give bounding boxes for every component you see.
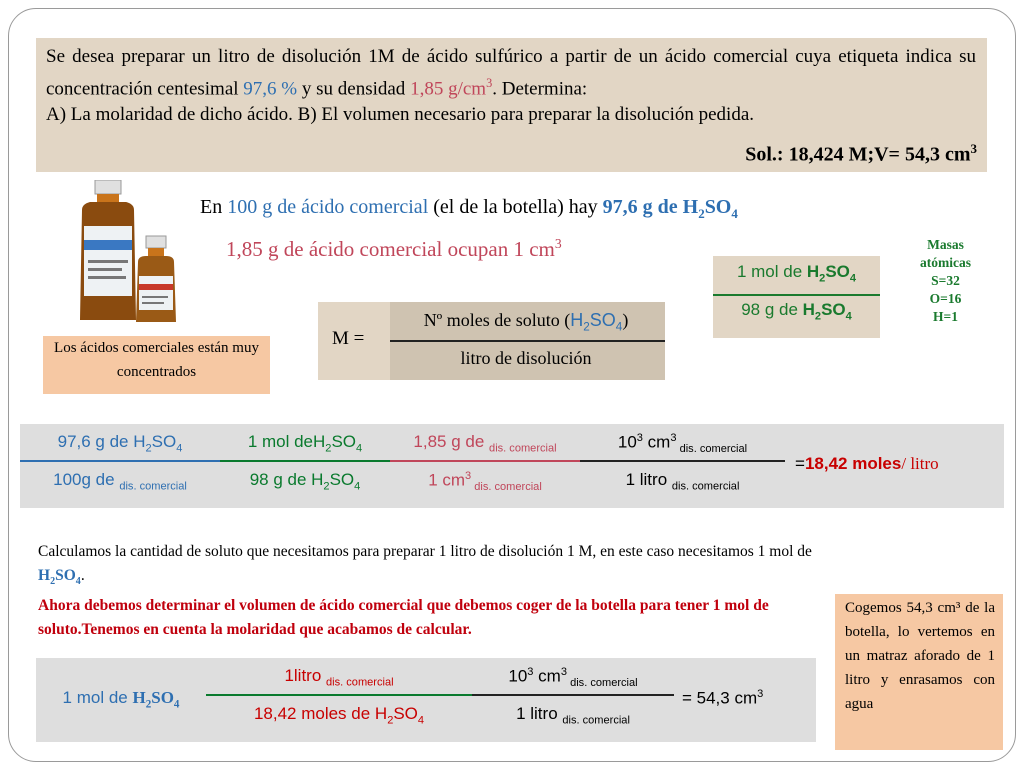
chain-c1-bottom: 100g de $_{dis. comercial}$	[53, 470, 187, 493]
chain-c3-top: 1,85 g de $_{dis. comercial}$	[413, 432, 557, 455]
molarity-formula	[318, 302, 665, 380]
chain-c4-top: $10^3$ $cm^3$ $_{dis. comercial}$	[617, 432, 748, 456]
chain-c3-bottom: 1 $cm^3$ $_{dis. comercial}$	[428, 470, 542, 494]
atomic-masses: Masas atómicas S=32 O=16 H=1	[920, 237, 971, 324]
bottles-caption: Los ácidos comerciales están muy concentrados	[43, 336, 270, 394]
chain2-c2-top: $10^3$ $cm^3$ $_{dis. comercial}$	[508, 666, 638, 690]
chain2-c1-bottom: 18,42 moles de $H_2SO_4$	[253, 704, 425, 727]
molbox-top: 1 mol de $H_2SO_4$	[736, 262, 857, 285]
formula-numerator: Nº moles de soluto $(H_2SO_4)$	[423, 310, 629, 334]
acid-bottles-image	[60, 180, 200, 330]
formula-denominator: litro de disolución	[460, 348, 592, 368]
explanation-paragraph: Calculamos la cantidad de soluto que necesitamos para preparar 1 litro de disolución 1 M, en este caso necesitamos 1 mol de $H_2SO_4$. Ahora debemos determinar el volumen de ácido comercial que debemos coger de la botella para tener 1 mol de soluto.Tenemos en cuenta la molaridad que acabamos de calcular.	[38, 543, 812, 639]
chain2-c1-top: 1litro $_{dis. comercial}$	[284, 666, 394, 689]
chain2-c2-bottom: 1 litro $_{dis. comercial}$	[516, 704, 630, 727]
chain-c1-top: 97,6 g de $H_2SO_4$	[57, 432, 183, 455]
chain2-result: = 54,3 $cm^3$	[682, 688, 764, 708]
molarity-symbol: M =	[332, 328, 365, 349]
problem-text: Se desea preparar un litro de disolución 1M de ácido sulfúrico a partir de un ácido comercial cuya etiqueta indica su concentración centesimal 97,6 % y su densidad 1,85 $g/cm^3$. Determina: A) La molaridad de dicho ácido. B) El volumen necesario para preparar la disolución pedida.	[46, 46, 976, 126]
chain-c4-bottom: 1 litro $_{dis. comercial}$	[625, 470, 740, 493]
volume-conversion-chain	[36, 658, 816, 742]
molar-mass-box	[713, 256, 880, 338]
density-statement: 1,85 g de ácido comercial ocupan 1 $cm^3$	[226, 236, 562, 261]
chain-c2-bottom: 98 g de $H_2SO_4$	[249, 470, 361, 493]
molbox-bottom: 98 g de $H_2SO_4$	[741, 300, 852, 323]
chain-result: =18,42 moles/ litro	[795, 454, 939, 473]
chain2-lhs: 1 mol de $H_2SO_4$	[62, 688, 180, 711]
chain-c2-top: 1 mol $deH_2SO_4$	[247, 432, 363, 455]
molarity-conversion-chain	[20, 424, 1004, 508]
procedure-note: Cogemos 54,3 cm³ de la botella, lo vertemos en un matraz aforado de 1 litro y enrasamos con agua	[835, 594, 1003, 750]
problem-statement	[36, 38, 987, 172]
solution-text: Sol.: 18,424 M;V= 54,3 $cm^3$	[745, 141, 977, 166]
commercial-acid-statement: En 100 g de ácido comercial (el de la botella) hay 97,6 g de $H_2SO_4$	[200, 196, 738, 221]
